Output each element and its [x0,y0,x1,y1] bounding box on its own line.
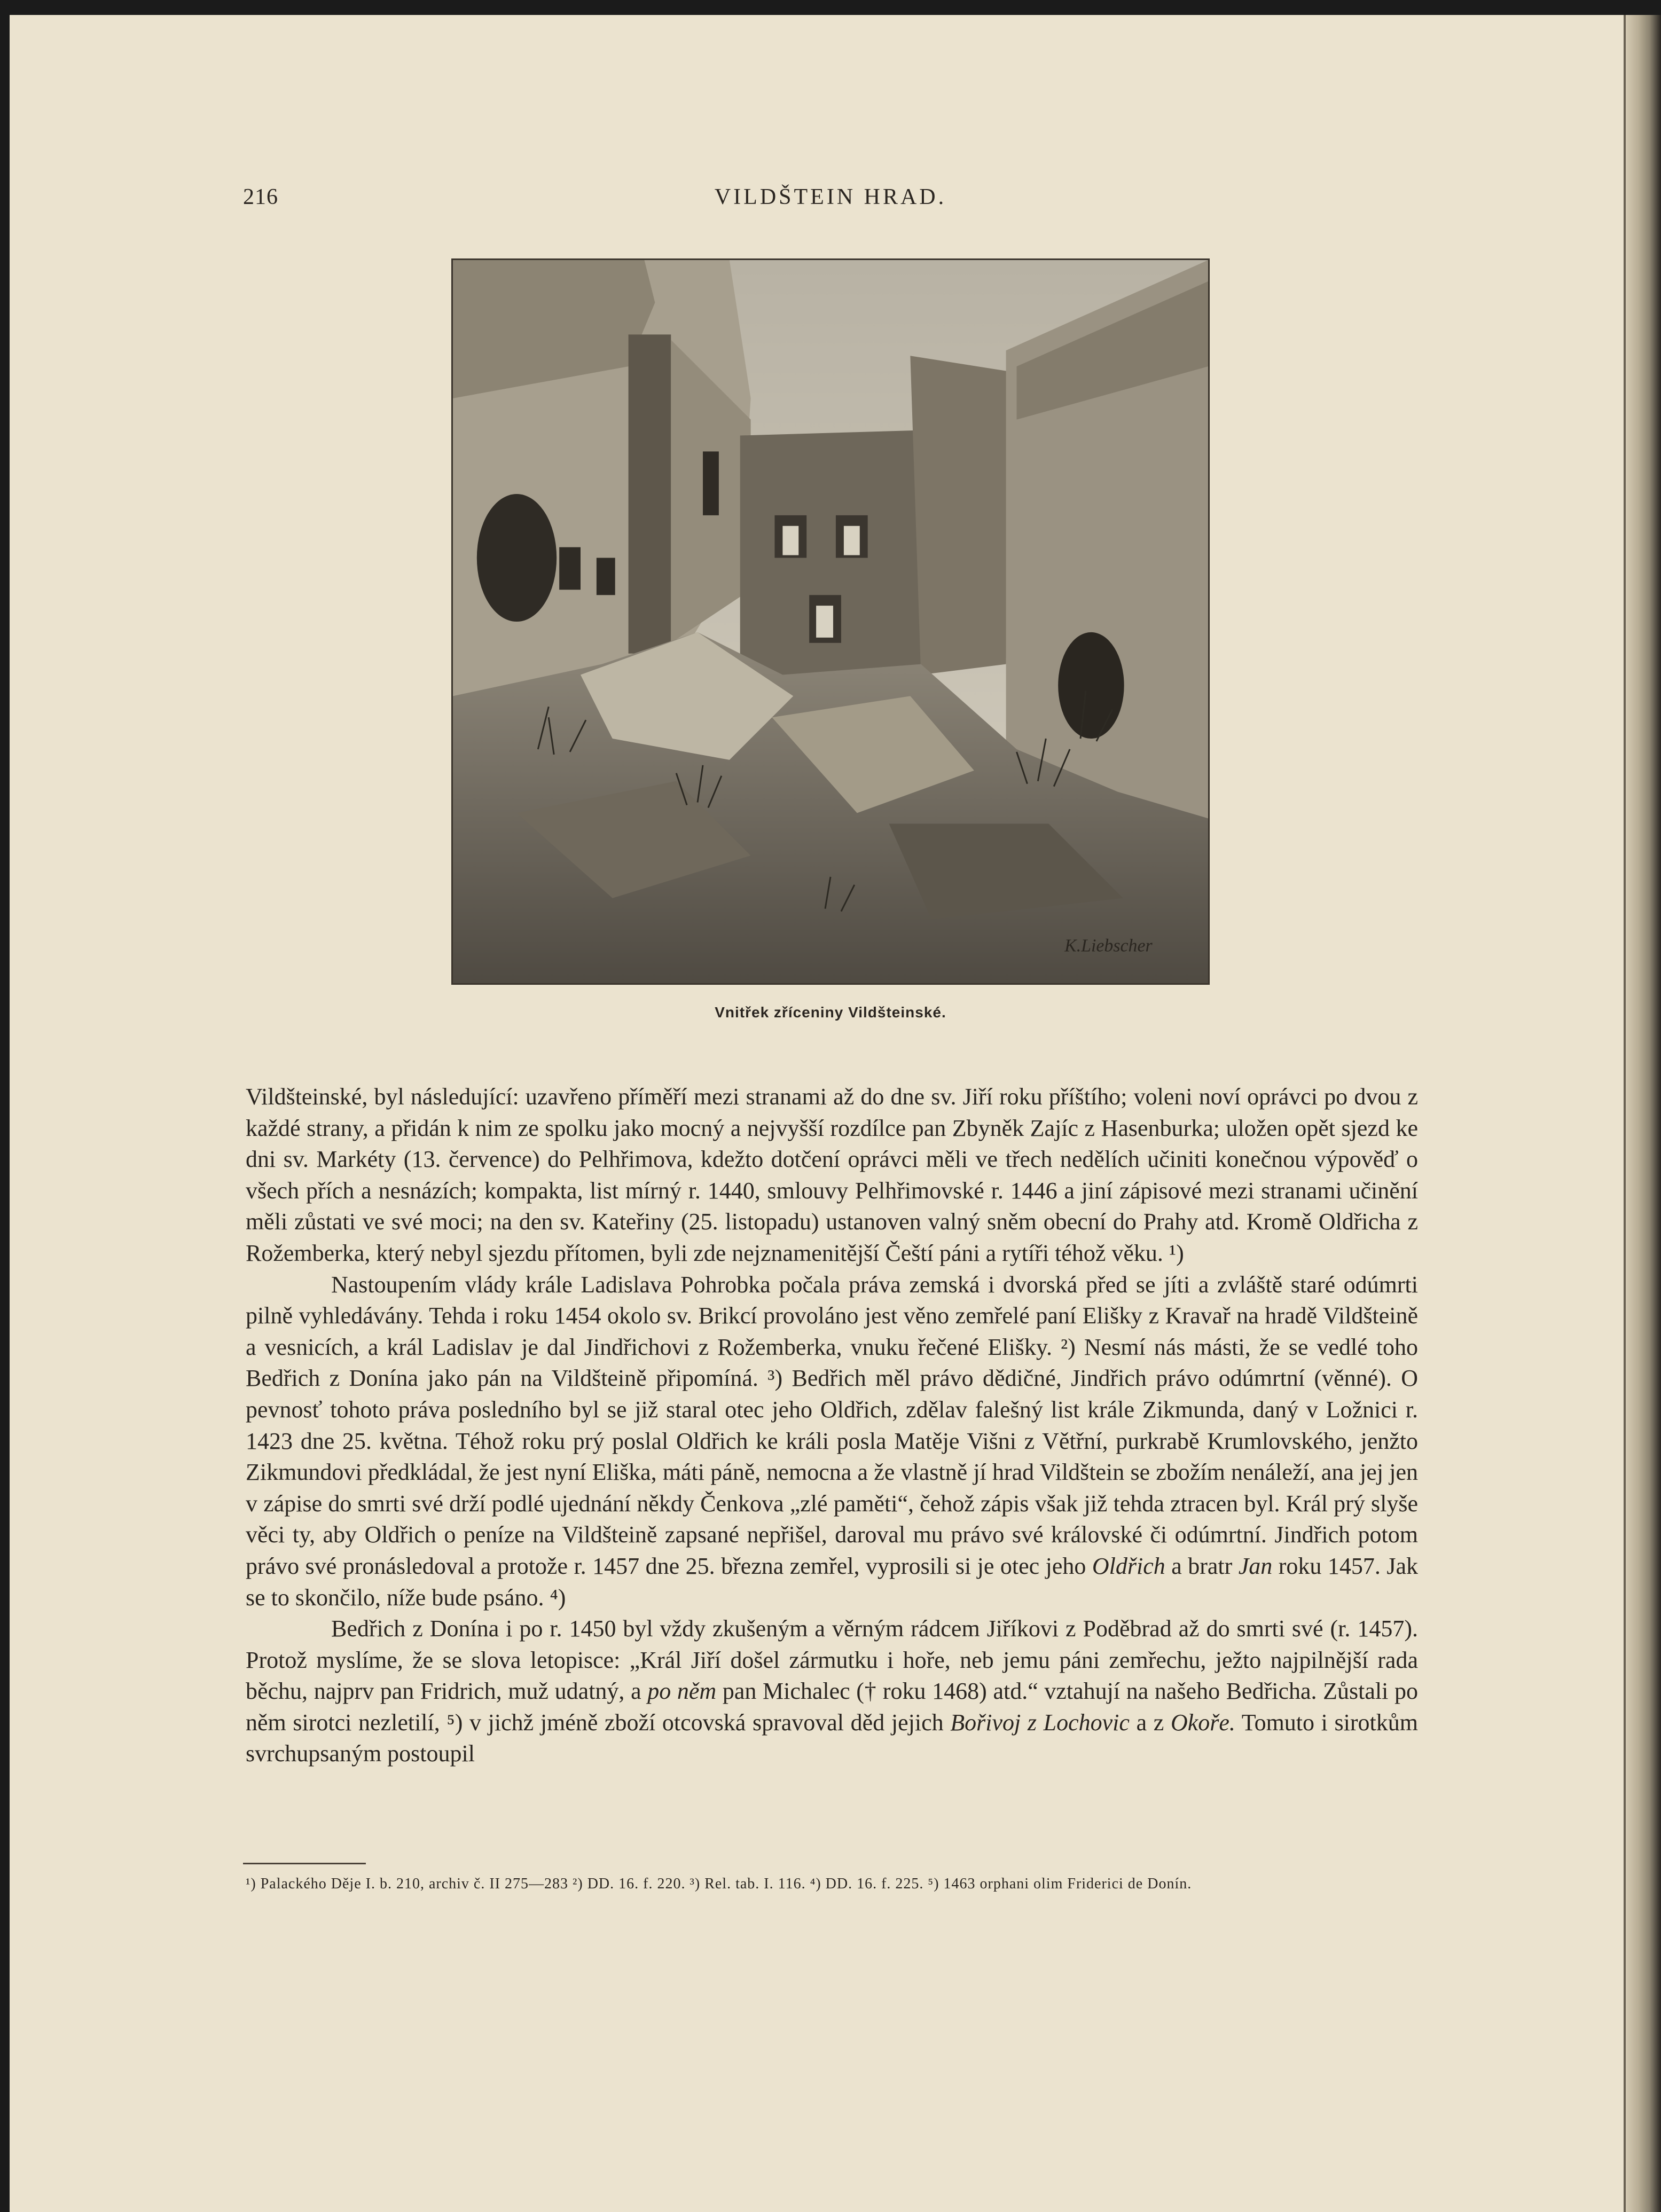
italic-name: Jan [1238,1552,1273,1579]
text-run: Tomuto i sirotkům svrchupsaným postoupil [246,1709,1418,1767]
text-run: a bratr [1165,1552,1239,1579]
text-run: Bedřich z Donína i po r. 1450 byl vždy zkušeným a věrným rádcem Jiříkovi z Poděbrad až do smrti své (r. 1457). Protož myslíme, že se slova letopisce: „Král Jiří došel zármutku i hoře, neb jemu páni zemřechu, ježto najpilnější rada běchu, najprv pan Fridrich, muž udatný, a [246,1615,1418,1705]
text-run: pan Michalec († roku 1468) atd.“ vztahují na našeho Bedřicha. Zůstali po něm sirotci nezletilí, ⁵) v jichž jméně zboží otcovská spravoval děd jejich [246,1678,1418,1736]
footnotes: ¹) Palackého Děje I. b. 210, archiv č. II 275—283 ²) DD. 16. f. 220. ³) Rel. tab. I. 116. ⁴) DD. 16. f. 225. ⁵) 1463 orphani olim Friderici de Donín. [246,1876,1192,1892]
paragraph [246,1081,1418,1269]
running-head [243,184,1418,216]
text-run: Nastoupením vlády krále Ladislava Pohrobka počala práva zemská i dvorská před se jíti a zvláště staré odúmrti pilně vyhledávány. Tehda i roku 1454 okolo sv. Brikcí provoláno jest věno zemřelé paní Elišky z Kravař na hradě Vildšteině a vesnicích, a král Ladislav je dal Jindřichovi z Rožemberka, vnuku řečené Elišky. ²) Nesmí nás másti, že se vedlé toho Bedřich z Donína jako pán na Vildšteině připomíná. ³) Bedřich měl právo dědičné, Jindřich právo odúmrtní (věnné). O pevnosť tohoto práva posledního byl se již staral otec jeho Oldřich, zdělav falešný list krále Zikmunda, daný v Ložnici r. 1423 dne 25. května. Téhož roku prý poslal Oldřich ke králi posla Matěje Višni z Větřní, purkrabě Krumlovského, jenžto Zikmundovi předkládal, že jest nyní Eliška, máti páně, nemocna a že vlastně jí hrad Vildštein se zbožím nenáleží, ana jej jen v zápise do smrti své drží podlé ujednání někdy Čenkova „zlé paměti“, čehož zápis však již tehda ztracen byl. Král prý slyše věci ty, aby Oldřich o peníze na Vildšteině zapsané nepřišel, daroval mu právo své královské či odúmrtní. Jindřich potom právo své pronásledoval a protože r. 1457 dne 25. března zemřel, vyprosili si je otec jeho [246,1271,1418,1579]
paragraph [246,1613,1418,1770]
text-run: Vildšteinské, byl následující: uzavřeno příměří mezi stranami až do dne sv. Jiří roku příštího; voleni noví oprávci po dvou z každé strany, a přidán k nim ze spolku jako mocný a nejvyšší rozdílce pan Zbyněk Zajíc z Hasenburka; uložen opět sjezd ke dni sv. Markéty (13. července) do Pelhřimova, kdežto dotčení oprávci měli ve třech nedělích učiniti konečnou výpověď o všech přích a nesnázích; kompakta, list mírný r. 1440, smlouvy Pelhřimovské r. 1446 a jiní zápisové mezi stranami učinění měli zůstati ve své moci; na den sv. Kateřiny (25. listopadu) ustanoven valný sněm obecní do Prahy atd. Kromě Oldřicha z Rožemberka, který nebyl sjezdu přítomen, byli zde nejznamenitější Čeští páni a rytíři téhož věku. ¹) [246,1084,1418,1266]
text-run: roku 1457. Jak se to skončilo, níže bude psáno. ⁴) [246,1552,1419,1611]
page-number: 216 [243,185,278,209]
figure-caption: Vnitřek zříceniny Vildšteinské. [715,1004,946,1021]
italic-name: Oldřich [1092,1552,1165,1579]
italic-name: Bořivoj z Lochovic [950,1709,1130,1736]
page-fold [1624,15,1626,2212]
artist-signature: K.Liebscher [1064,936,1153,956]
text-run: a z [1129,1709,1171,1736]
running-title: VILDŠTEIN HRAD. [714,185,947,209]
footnote-rule [243,1863,366,1864]
paragraph [246,1269,1418,1614]
italic-name: Okoře. [1170,1709,1235,1736]
ruin-illustration [451,258,1210,985]
ruin-engraving [453,260,1208,983]
italic-name: po něm [647,1678,717,1705]
body-text [246,1081,1418,1770]
page-edge [1624,15,1661,2212]
